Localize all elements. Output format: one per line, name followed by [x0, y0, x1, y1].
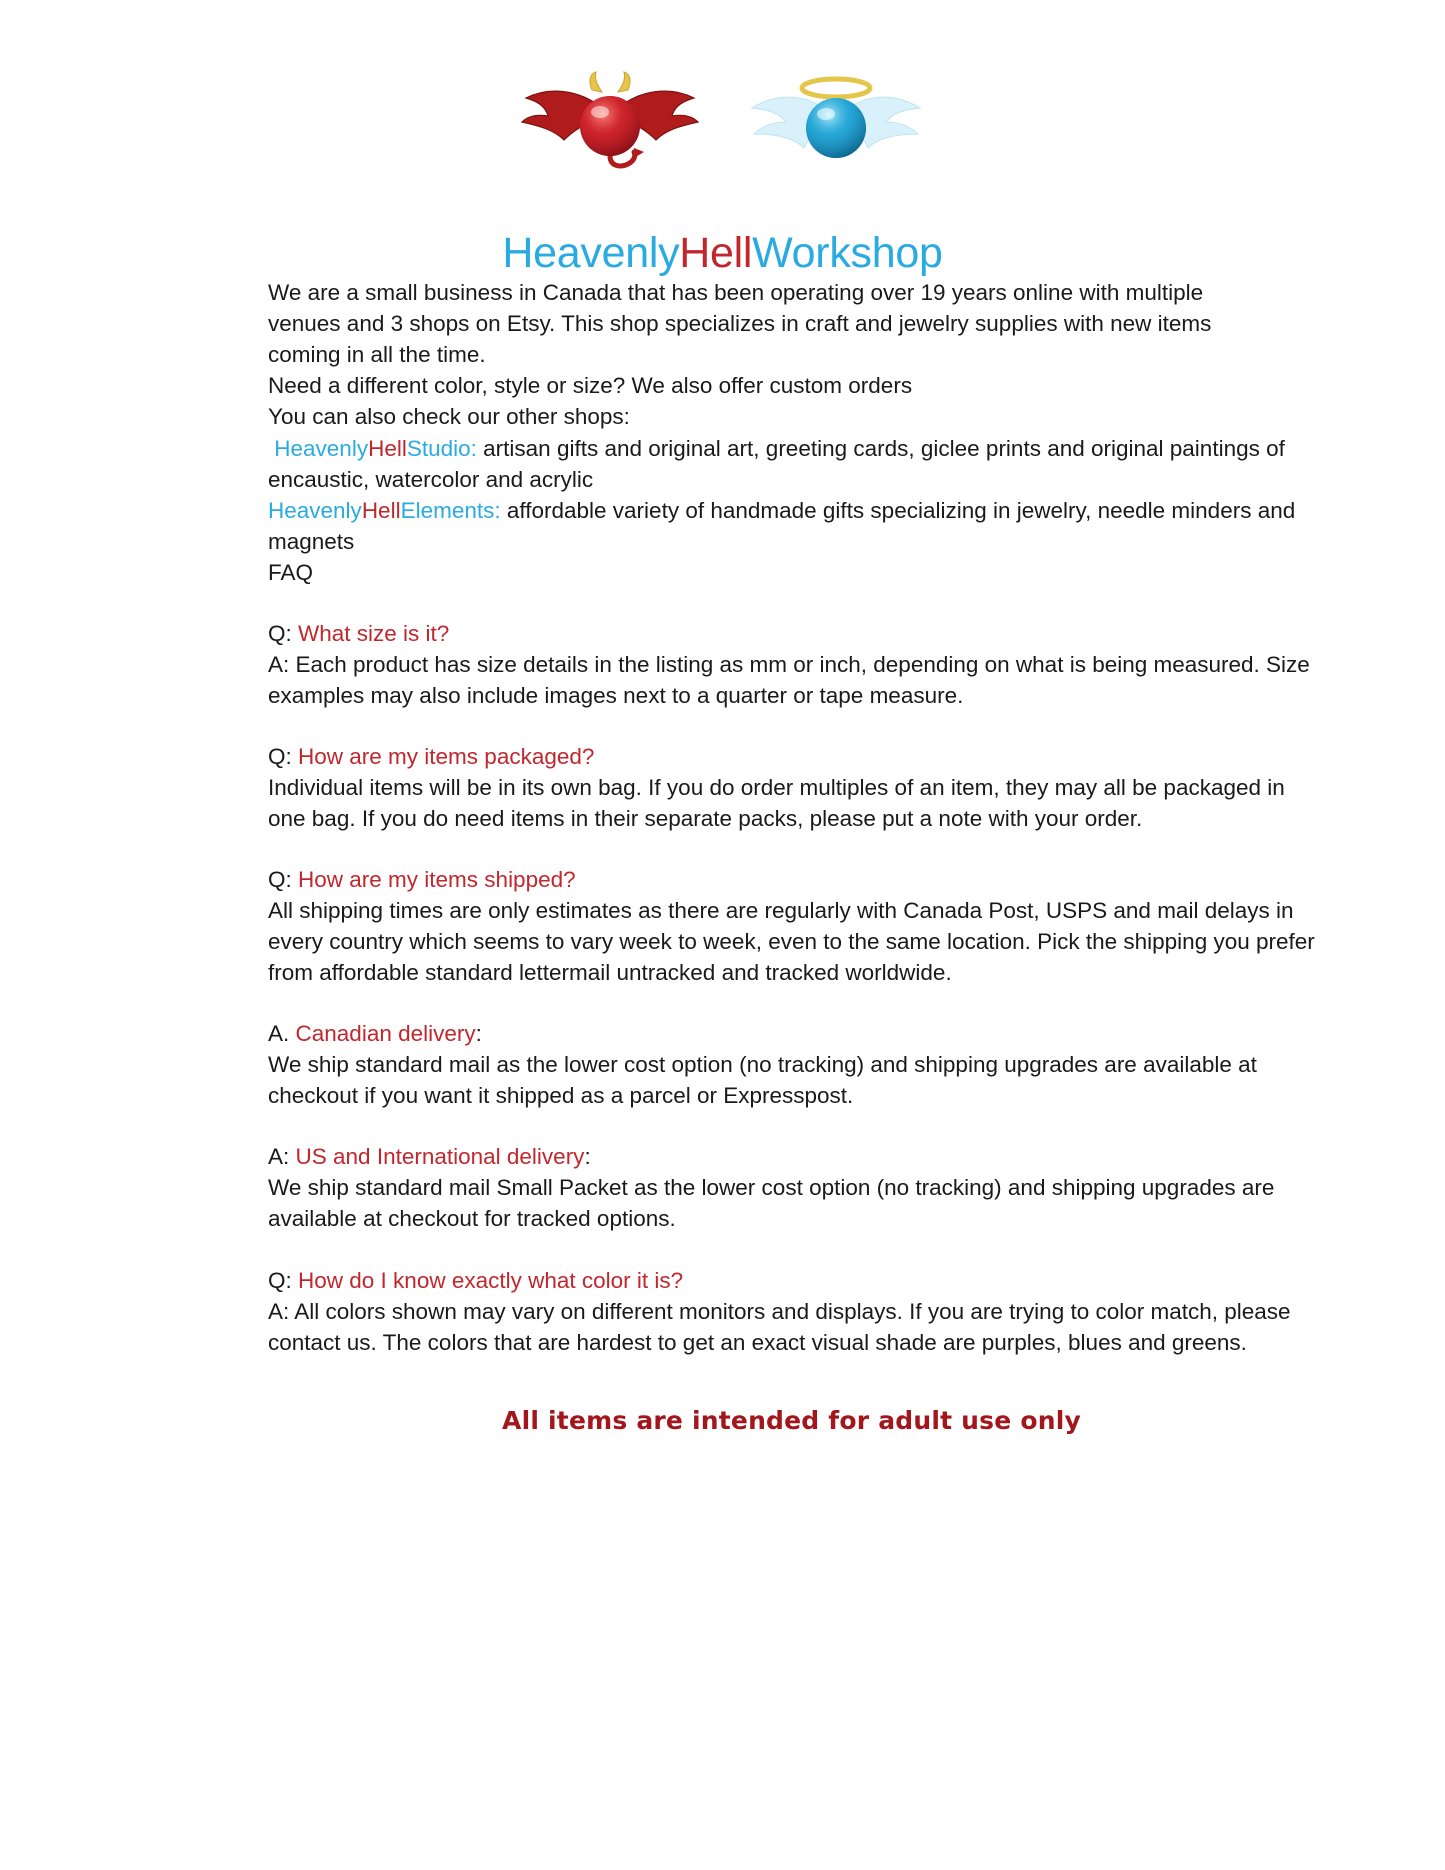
- shop-elements-desc: affordable variety of handmade gifts specializing in jewelry, needle minders and magnets: [268, 497, 1296, 554]
- document-content: [130, 277, 1315, 1434]
- faq-item-size: [268, 618, 1315, 711]
- faq-item-international-delivery: [268, 1141, 1315, 1234]
- other-shops-block: [268, 401, 1315, 587]
- adult-use-notice: All items are intended for adult use only: [502, 1405, 1081, 1435]
- faq-answer: We ship standard mail Small Packet as the lower cost option (no tracking) and shipping upgrades are available at checkout for tracked options.: [268, 1175, 1275, 1232]
- title-part-workshop: Workshop: [752, 229, 943, 277]
- shop-link-studio[interactable]: HeavenlyHellStudio:: [274, 435, 477, 461]
- faq-item-color: [268, 1265, 1315, 1358]
- shop-link-elements[interactable]: HeavenlyHellElements:: [268, 497, 501, 523]
- title-part-hell: Hell: [679, 229, 753, 277]
- faq-answer: Individual items will be in its own bag. If you do order multiples of an item, they may all be packaged in one bag. If you do need items in their separate packs, please put a note with your order.: [268, 774, 1285, 831]
- faq-item-canadian-delivery: [268, 1018, 1315, 1111]
- faq-item-packaging: [268, 741, 1315, 834]
- page-title: [0, 230, 1445, 277]
- faq-item-shipping: [268, 864, 1315, 988]
- faq-question: Q: How do I know exactly what color it is?: [268, 1267, 684, 1293]
- other-shops-lead: You can also check our other shops:: [268, 404, 630, 430]
- faq-question: A: US and International delivery:: [268, 1144, 591, 1170]
- title-part-heavenly: Heavenly: [502, 229, 680, 277]
- custom-orders-paragraph: Need a different color, style or size? We also offer custom orders: [268, 373, 913, 399]
- faq-question: A. Canadian delivery:: [268, 1021, 482, 1047]
- faq-heading: FAQ: [268, 559, 314, 585]
- faq-question: Q: What size is it?: [268, 620, 450, 646]
- faq-answer: All shipping times are only estimates as there are regularly with Canada Post, USPS and mail delays in every country which seems to vary week to week, even to the same location. Pick the shipping you prefer from affordable standard lettermail untracked and tracked worldwide.: [268, 898, 1315, 986]
- shop-studio-desc: artisan gifts and original art, greeting cards, giclee prints and original paintings of encaustic, watercolor and acrylic: [268, 435, 1285, 492]
- angel-ball-icon: [736, 68, 936, 178]
- faq-question: Q: How are my items shipped?: [268, 867, 576, 893]
- logo-row: [0, 0, 1445, 178]
- faq-answer: We ship standard mail as the lower cost option (no tracking) and shipping upgrades are available at checkout if you want it shipped as a parcel or Expresspost.: [268, 1052, 1257, 1109]
- faq-answer: A: Each product has size details in the listing as mm or inch, depending on what is being measured. Size examples may also include images next to a quarter or tape measure.: [268, 651, 1310, 708]
- faq-question: Q: How are my items packaged?: [268, 743, 595, 769]
- intro-paragraph: We are a small business in Canada that has been operating over 19 years online with multiple venues and 3 shops on Etsy. This shop specializes in craft and jewelry supplies with new items coming in all the time.: [268, 280, 1212, 368]
- devil-ball-icon: [510, 68, 710, 178]
- faq-answer: A: All colors shown may vary on different monitors and displays. If you are trying to color match, please contact us. The colors that are hardest to get an exact visual shade are purples, blues and greens.: [268, 1298, 1291, 1355]
